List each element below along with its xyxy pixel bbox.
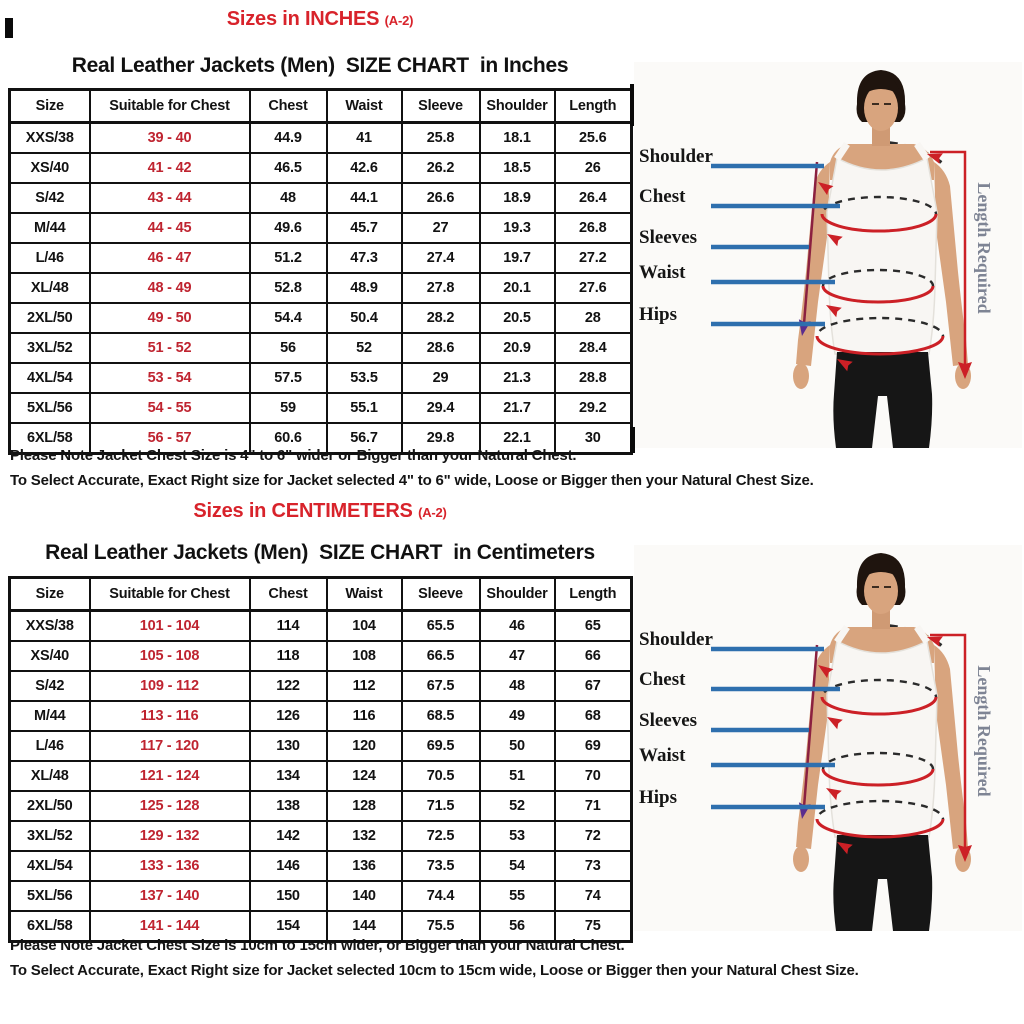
- value-cell: 45.7: [327, 213, 402, 243]
- table-row: [10, 153, 632, 183]
- value-cell: 134: [250, 761, 327, 791]
- value-cell: 67: [555, 671, 632, 701]
- size-cell: M/44: [10, 213, 90, 243]
- value-cell: 125 - 128: [90, 791, 250, 821]
- cm-heading-text: Sizes in CENTIMETERS: [193, 500, 419, 522]
- size-cell: XS/40: [10, 153, 90, 183]
- value-cell: 57.5: [250, 363, 327, 393]
- measurement-figure-inches: [634, 62, 1022, 448]
- value-cell: 25.8: [402, 123, 480, 154]
- inches-table-title: Real Leather Jackets (Men) SIZE CHART in Inches: [71, 54, 569, 77]
- size-cell: S/42: [10, 671, 90, 701]
- value-cell: 18.1: [480, 123, 555, 154]
- value-cell: 59: [250, 393, 327, 423]
- value-cell: 73: [555, 851, 632, 881]
- table-row: [10, 213, 632, 243]
- value-cell: 42.6: [327, 153, 402, 183]
- value-cell: 133 - 136: [90, 851, 250, 881]
- scan-artifact: [5, 18, 13, 38]
- value-cell: 72.5: [402, 821, 480, 851]
- size-cell: 2XL/50: [10, 791, 90, 821]
- value-cell: 140: [327, 881, 402, 911]
- table-row: [10, 393, 632, 423]
- value-cell: 122: [250, 671, 327, 701]
- value-cell: 27.6: [555, 273, 632, 303]
- value-cell: 48: [250, 183, 327, 213]
- value-cell: 120: [327, 731, 402, 761]
- value-cell: 18.5: [480, 153, 555, 183]
- value-cell: 20.9: [480, 333, 555, 363]
- table-row: [10, 333, 632, 363]
- size-cell: XL/48: [10, 761, 90, 791]
- value-cell: 46 - 47: [90, 243, 250, 273]
- scan-artifact: [630, 84, 634, 126]
- value-cell: 71: [555, 791, 632, 821]
- length-required-label: Length Required: [974, 182, 994, 314]
- value-cell: 66.5: [402, 641, 480, 671]
- inches-note-1: Please Note Jacket Chest Size is 4" to 6" wider or Bigger than your Natural Chest.: [10, 447, 577, 464]
- value-cell: 27.4: [402, 243, 480, 273]
- value-cell: 48 - 49: [90, 273, 250, 303]
- cm-heading: [0, 500, 640, 523]
- header-cell: Waist: [327, 578, 402, 611]
- value-cell: 60.6: [250, 423, 327, 454]
- header-cell: Suitable for Chest: [90, 90, 250, 123]
- size-cell: L/46: [10, 731, 90, 761]
- cm-table-title: Real Leather Jackets (Men) SIZE CHART in Centimeters: [45, 541, 595, 564]
- value-cell: 146: [250, 851, 327, 881]
- value-cell: 26.6: [402, 183, 480, 213]
- value-cell: 105 - 108: [90, 641, 250, 671]
- value-cell: 124: [327, 761, 402, 791]
- value-cell: 53 - 54: [90, 363, 250, 393]
- value-cell: 19.3: [480, 213, 555, 243]
- table-row: [10, 611, 632, 642]
- value-cell: 75.5: [402, 911, 480, 942]
- value-cell: 41 - 42: [90, 153, 250, 183]
- size-cell: XL/48: [10, 273, 90, 303]
- value-cell: 21.7: [480, 393, 555, 423]
- value-cell: 65.5: [402, 611, 480, 642]
- table-row: [10, 273, 632, 303]
- value-cell: 108: [327, 641, 402, 671]
- table-row: [10, 791, 632, 821]
- table-row: [10, 731, 632, 761]
- value-cell: 20.1: [480, 273, 555, 303]
- value-cell: 56 - 57: [90, 423, 250, 454]
- value-cell: 28.6: [402, 333, 480, 363]
- value-cell: 116: [327, 701, 402, 731]
- value-cell: 47: [480, 641, 555, 671]
- value-cell: 66: [555, 641, 632, 671]
- value-cell: 43 - 44: [90, 183, 250, 213]
- value-cell: 39 - 40: [90, 123, 250, 154]
- value-cell: 49.6: [250, 213, 327, 243]
- value-cell: 29.4: [402, 393, 480, 423]
- header-row: [10, 90, 632, 123]
- value-cell: 75: [555, 911, 632, 942]
- value-cell: 56.7: [327, 423, 402, 454]
- size-cell: 6XL/58: [10, 911, 90, 942]
- scan-artifact: [630, 427, 635, 453]
- table-row: [10, 123, 632, 154]
- inches-note-2: To Select Accurate, Exact Right size for Jacket selected 4" to 6" wide, Loose or Bigger then your Natural Chest Size.: [10, 472, 814, 489]
- value-cell: 56: [480, 911, 555, 942]
- value-cell: 126: [250, 701, 327, 731]
- size-cell: XS/40: [10, 641, 90, 671]
- value-cell: 51 - 52: [90, 333, 250, 363]
- figure-label: Waist: [639, 745, 686, 766]
- value-cell: 41: [327, 123, 402, 154]
- value-cell: 46.5: [250, 153, 327, 183]
- value-cell: 26.8: [555, 213, 632, 243]
- value-cell: 26: [555, 153, 632, 183]
- value-cell: 55.1: [327, 393, 402, 423]
- value-cell: 54: [480, 851, 555, 881]
- size-cell: 3XL/52: [10, 821, 90, 851]
- value-cell: 52.8: [250, 273, 327, 303]
- measurement-figure-cm: [634, 545, 1022, 931]
- table-row: [10, 821, 632, 851]
- value-cell: 50: [480, 731, 555, 761]
- cm-size-table: [8, 576, 633, 943]
- value-cell: 20.5: [480, 303, 555, 333]
- header-cell: Waist: [327, 90, 402, 123]
- value-cell: 52: [327, 333, 402, 363]
- table-row: [10, 183, 632, 213]
- value-cell: 67.5: [402, 671, 480, 701]
- value-cell: 144: [327, 911, 402, 942]
- value-cell: 18.9: [480, 183, 555, 213]
- size-cell: M/44: [10, 701, 90, 731]
- header-cell: Size: [10, 578, 90, 611]
- header-cell: Shoulder: [480, 90, 555, 123]
- value-cell: 26.2: [402, 153, 480, 183]
- value-cell: 21.3: [480, 363, 555, 393]
- size-cell: XXS/38: [10, 611, 90, 642]
- value-cell: 52: [480, 791, 555, 821]
- table-row: [10, 303, 632, 333]
- figure-label: Shoulder: [639, 146, 713, 167]
- table-row: [10, 851, 632, 881]
- value-cell: 29: [402, 363, 480, 393]
- size-cell: 3XL/52: [10, 333, 90, 363]
- value-cell: 28: [555, 303, 632, 333]
- value-cell: 53: [480, 821, 555, 851]
- table-row: [10, 363, 632, 393]
- figure-label: Sleeves: [639, 710, 698, 731]
- value-cell: 49 - 50: [90, 303, 250, 333]
- value-cell: 137 - 140: [90, 881, 250, 911]
- value-cell: 68.5: [402, 701, 480, 731]
- value-cell: 141 - 144: [90, 911, 250, 942]
- value-cell: 132: [327, 821, 402, 851]
- header-cell: Length: [555, 90, 632, 123]
- value-cell: 70: [555, 761, 632, 791]
- cm-heading-suffix: (A-2): [418, 505, 447, 520]
- value-cell: 27.2: [555, 243, 632, 273]
- value-cell: 49: [480, 701, 555, 731]
- value-cell: 46: [480, 611, 555, 642]
- value-cell: 19.7: [480, 243, 555, 273]
- value-cell: 129 - 132: [90, 821, 250, 851]
- value-cell: 55: [480, 881, 555, 911]
- figure-label: Hips: [639, 304, 678, 325]
- value-cell: 70.5: [402, 761, 480, 791]
- size-cell: 2XL/50: [10, 303, 90, 333]
- table-row: [10, 761, 632, 791]
- value-cell: 47.3: [327, 243, 402, 273]
- value-cell: 53.5: [327, 363, 402, 393]
- value-cell: 44.9: [250, 123, 327, 154]
- value-cell: 112: [327, 671, 402, 701]
- value-cell: 68: [555, 701, 632, 731]
- figure-label: Waist: [639, 262, 686, 283]
- header-cell: Length: [555, 578, 632, 611]
- value-cell: 22.1: [480, 423, 555, 454]
- value-cell: 44.1: [327, 183, 402, 213]
- value-cell: 28.4: [555, 333, 632, 363]
- value-cell: 121 - 124: [90, 761, 250, 791]
- table-row: [10, 243, 632, 273]
- value-cell: 104: [327, 611, 402, 642]
- size-cell: 4XL/54: [10, 363, 90, 393]
- header-cell: Size: [10, 90, 90, 123]
- value-cell: 150: [250, 881, 327, 911]
- value-cell: 117 - 120: [90, 731, 250, 761]
- figure-label: Chest: [639, 669, 686, 690]
- value-cell: 130: [250, 731, 327, 761]
- value-cell: 29.8: [402, 423, 480, 454]
- value-cell: 114: [250, 611, 327, 642]
- value-cell: 74.4: [402, 881, 480, 911]
- inches-heading-suffix: (A-2): [384, 13, 414, 28]
- value-cell: 101 - 104: [90, 611, 250, 642]
- cm-note-1: Please Note Jacket Chest Size is 10cm to 15cm wider, or Bigger than your Natural Chest.: [10, 937, 625, 954]
- size-cell: 4XL/54: [10, 851, 90, 881]
- value-cell: 51.2: [250, 243, 327, 273]
- inches-heading: [0, 8, 640, 31]
- value-cell: 154: [250, 911, 327, 942]
- figure-label: Shoulder: [639, 629, 713, 650]
- size-cell: S/42: [10, 183, 90, 213]
- size-cell: L/46: [10, 243, 90, 273]
- value-cell: 56: [250, 333, 327, 363]
- value-cell: 113 - 116: [90, 701, 250, 731]
- header-cell: Sleeve: [402, 90, 480, 123]
- value-cell: 73.5: [402, 851, 480, 881]
- header-cell: Shoulder: [480, 578, 555, 611]
- value-cell: 69: [555, 731, 632, 761]
- value-cell: 118: [250, 641, 327, 671]
- value-cell: 27: [402, 213, 480, 243]
- value-cell: 136: [327, 851, 402, 881]
- header-cell: Sleeve: [402, 578, 480, 611]
- table-row: [10, 641, 632, 671]
- value-cell: 50.4: [327, 303, 402, 333]
- table-row: [10, 701, 632, 731]
- size-cell: 6XL/58: [10, 423, 90, 454]
- value-cell: 54.4: [250, 303, 327, 333]
- inches-notes: [10, 443, 1014, 493]
- header-cell: Chest: [250, 578, 327, 611]
- inches-size-table: [8, 88, 633, 455]
- value-cell: 65: [555, 611, 632, 642]
- length-required-label: Length Required: [974, 665, 994, 797]
- header-cell: Chest: [250, 90, 327, 123]
- cm-note-2: To Select Accurate, Exact Right size for Jacket selected 10cm to 15cm wide, Loose or Bigger then your Natural Chest Size.: [10, 962, 859, 979]
- value-cell: 28.8: [555, 363, 632, 393]
- inches-heading-text: Sizes in INCHES: [226, 8, 385, 30]
- value-cell: 30: [555, 423, 632, 454]
- value-cell: 26.4: [555, 183, 632, 213]
- header-cell: Suitable for Chest: [90, 578, 250, 611]
- value-cell: 27.8: [402, 273, 480, 303]
- figure-label: Chest: [639, 186, 686, 207]
- value-cell: 44 - 45: [90, 213, 250, 243]
- value-cell: 74: [555, 881, 632, 911]
- value-cell: 48: [480, 671, 555, 701]
- value-cell: 138: [250, 791, 327, 821]
- value-cell: 54 - 55: [90, 393, 250, 423]
- value-cell: 109 - 112: [90, 671, 250, 701]
- size-cell: 5XL/56: [10, 881, 90, 911]
- value-cell: 25.6: [555, 123, 632, 154]
- value-cell: 72: [555, 821, 632, 851]
- value-cell: 69.5: [402, 731, 480, 761]
- cm-notes: [10, 933, 1014, 983]
- value-cell: 29.2: [555, 393, 632, 423]
- size-cell: 5XL/56: [10, 393, 90, 423]
- figure-label: Hips: [639, 787, 678, 808]
- value-cell: 51: [480, 761, 555, 791]
- value-cell: 48.9: [327, 273, 402, 303]
- table-row: [10, 881, 632, 911]
- figure-label: Sleeves: [639, 227, 698, 248]
- value-cell: 71.5: [402, 791, 480, 821]
- value-cell: 28.2: [402, 303, 480, 333]
- value-cell: 142: [250, 821, 327, 851]
- value-cell: 128: [327, 791, 402, 821]
- table-row: [10, 671, 632, 701]
- header-row: [10, 578, 632, 611]
- size-cell: XXS/38: [10, 123, 90, 154]
